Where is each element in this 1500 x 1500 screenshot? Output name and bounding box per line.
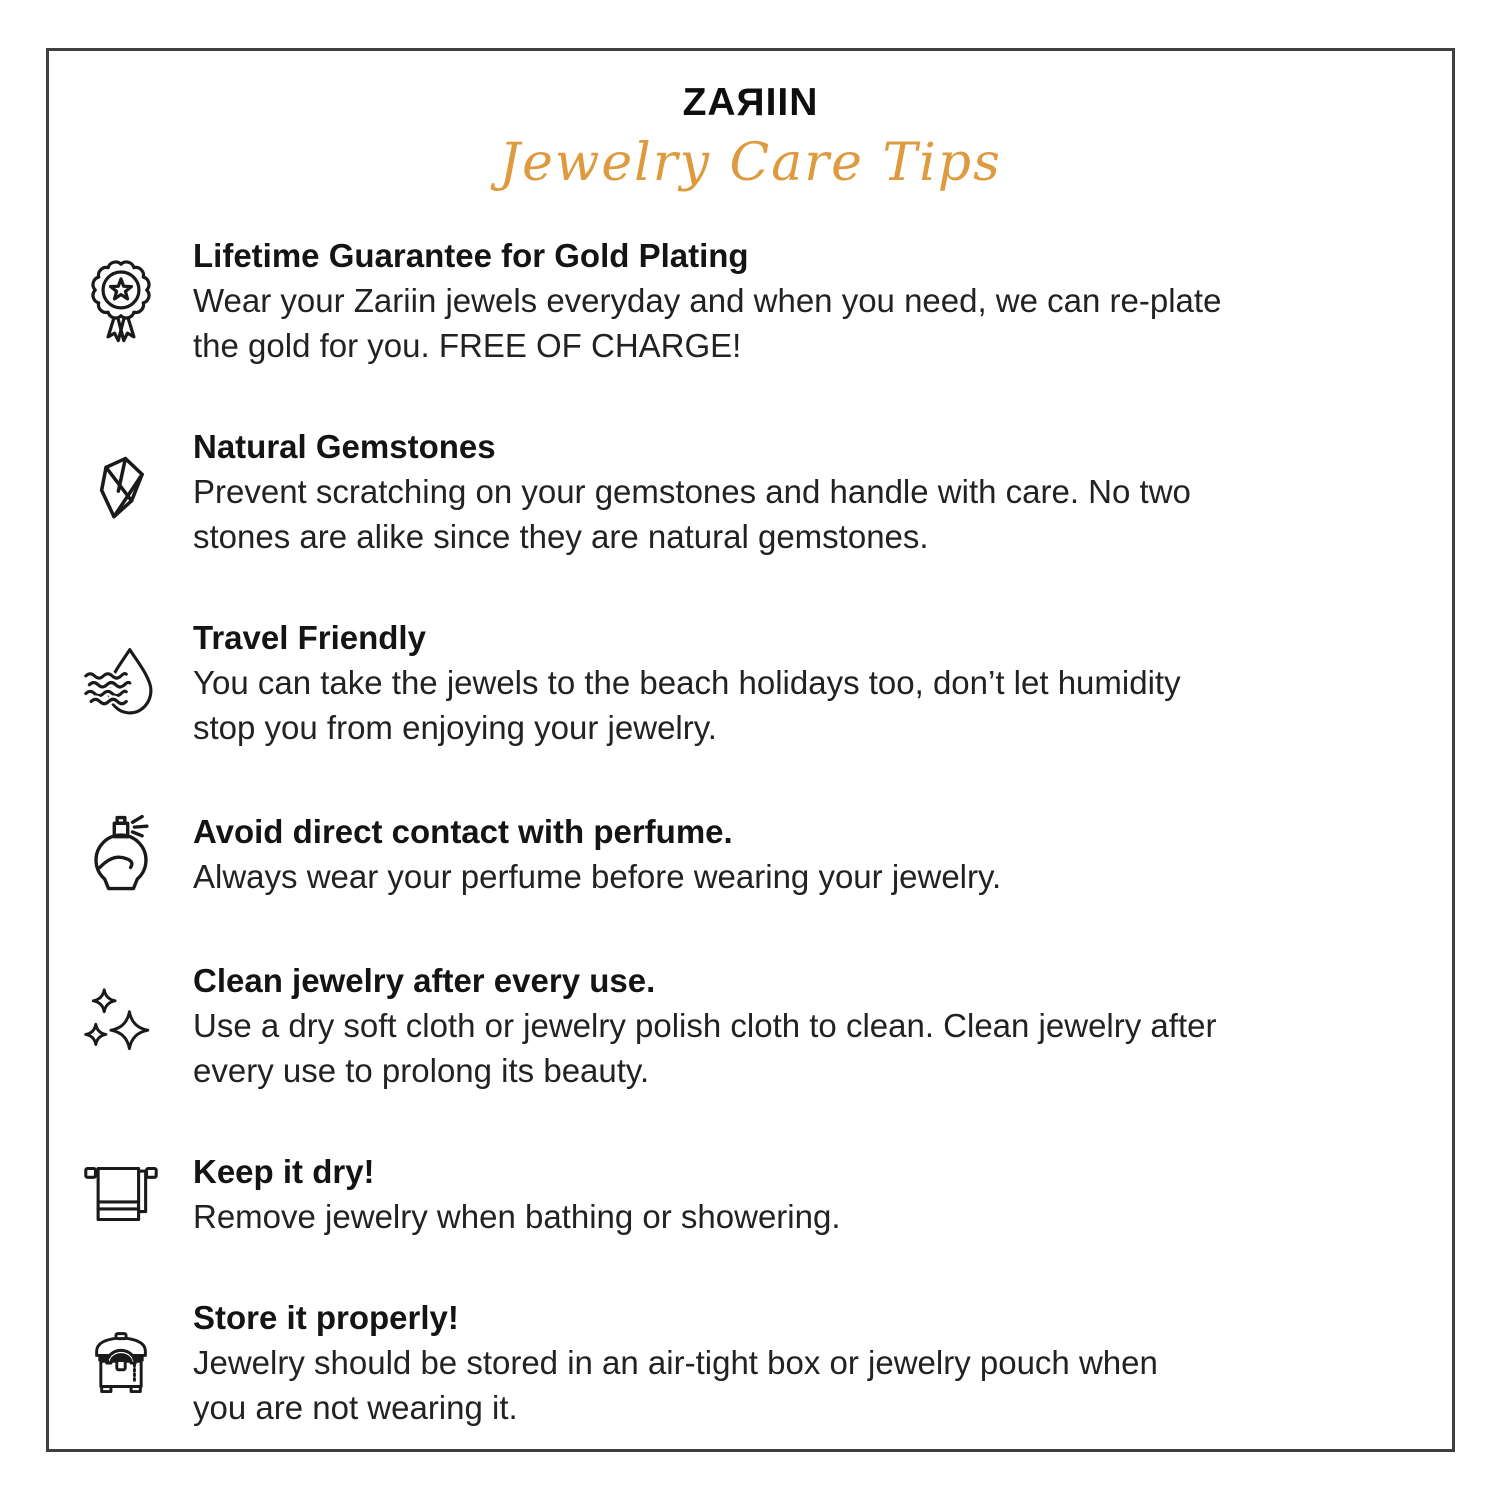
tip-text (193, 958, 1452, 1093)
tip-title: Travel Friendly (193, 619, 426, 656)
sparkles-icon (49, 984, 193, 1068)
tip-body-line: You can take the jewels to the beach holidays too, don’t let humidity (193, 664, 1181, 701)
award-badge-icon (49, 255, 193, 347)
page-subtitle: Jewelry Care Tips (499, 133, 1002, 193)
tip-body-line: the gold for you. FREE OF CHARGE! (193, 327, 742, 364)
tip-title: Lifetime Guarantee for Gold Plating (193, 237, 749, 274)
tip-body-line: Prevent scratching on your gemstones and handle with care. No two (193, 473, 1191, 510)
care-tips-list (49, 233, 1452, 1430)
tip-section-gold-plating (49, 233, 1452, 368)
tip-title: Clean jewelry after every use. (193, 962, 656, 999)
tip-body-line: Jewelry should be stored in an air-tight box or jewelry pouch when (193, 1344, 1158, 1381)
tip-section-perfume (49, 806, 1452, 902)
tip-text (193, 424, 1452, 559)
tip-title: Avoid direct contact with perfume. (193, 813, 733, 850)
tip-text (193, 809, 1452, 899)
tip-text (193, 615, 1452, 750)
perfume-bottle-icon (49, 806, 193, 902)
tip-title: Store it properly! (193, 1299, 459, 1336)
page-frame (46, 48, 1455, 1452)
tip-title: Keep it dry! (193, 1153, 375, 1190)
jewelry-box-icon (49, 1321, 193, 1405)
tip-body-line: you are not wearing it. (193, 1389, 518, 1426)
gemstone-icon (49, 448, 193, 536)
tip-body-line: Use a dry soft cloth or jewelry polish cloth to clean. Clean jewelry after (193, 1007, 1217, 1044)
humidity-droplet-icon (49, 639, 193, 727)
tip-text (193, 1149, 1452, 1239)
tip-body-line: Remove jewelry when bathing or showering. (193, 1198, 841, 1235)
tip-text (193, 1295, 1452, 1430)
tip-body-line: every use to prolong its beauty. (193, 1052, 650, 1089)
tip-section-gemstones (49, 424, 1452, 559)
tip-text (193, 233, 1452, 368)
tip-body-line: Always wear your perfume before wearing your jewelry. (193, 858, 1002, 895)
tip-body-line: Wear your Zariin jewels everyday and when you need, we can re-plate (193, 282, 1222, 319)
tip-body-line: stop you from enjoying your jewelry. (193, 709, 717, 746)
tip-section-travel (49, 615, 1452, 750)
brand-logo: ZAЯIIN (682, 81, 819, 124)
towel-icon (49, 1150, 193, 1238)
tip-section-clean (49, 958, 1452, 1093)
tip-section-dry (49, 1149, 1452, 1239)
page-header (49, 81, 1452, 201)
tip-section-store (49, 1295, 1452, 1430)
tip-body-line: stones are alike since they are natural gemstones. (193, 518, 929, 555)
tip-title: Natural Gemstones (193, 428, 496, 465)
